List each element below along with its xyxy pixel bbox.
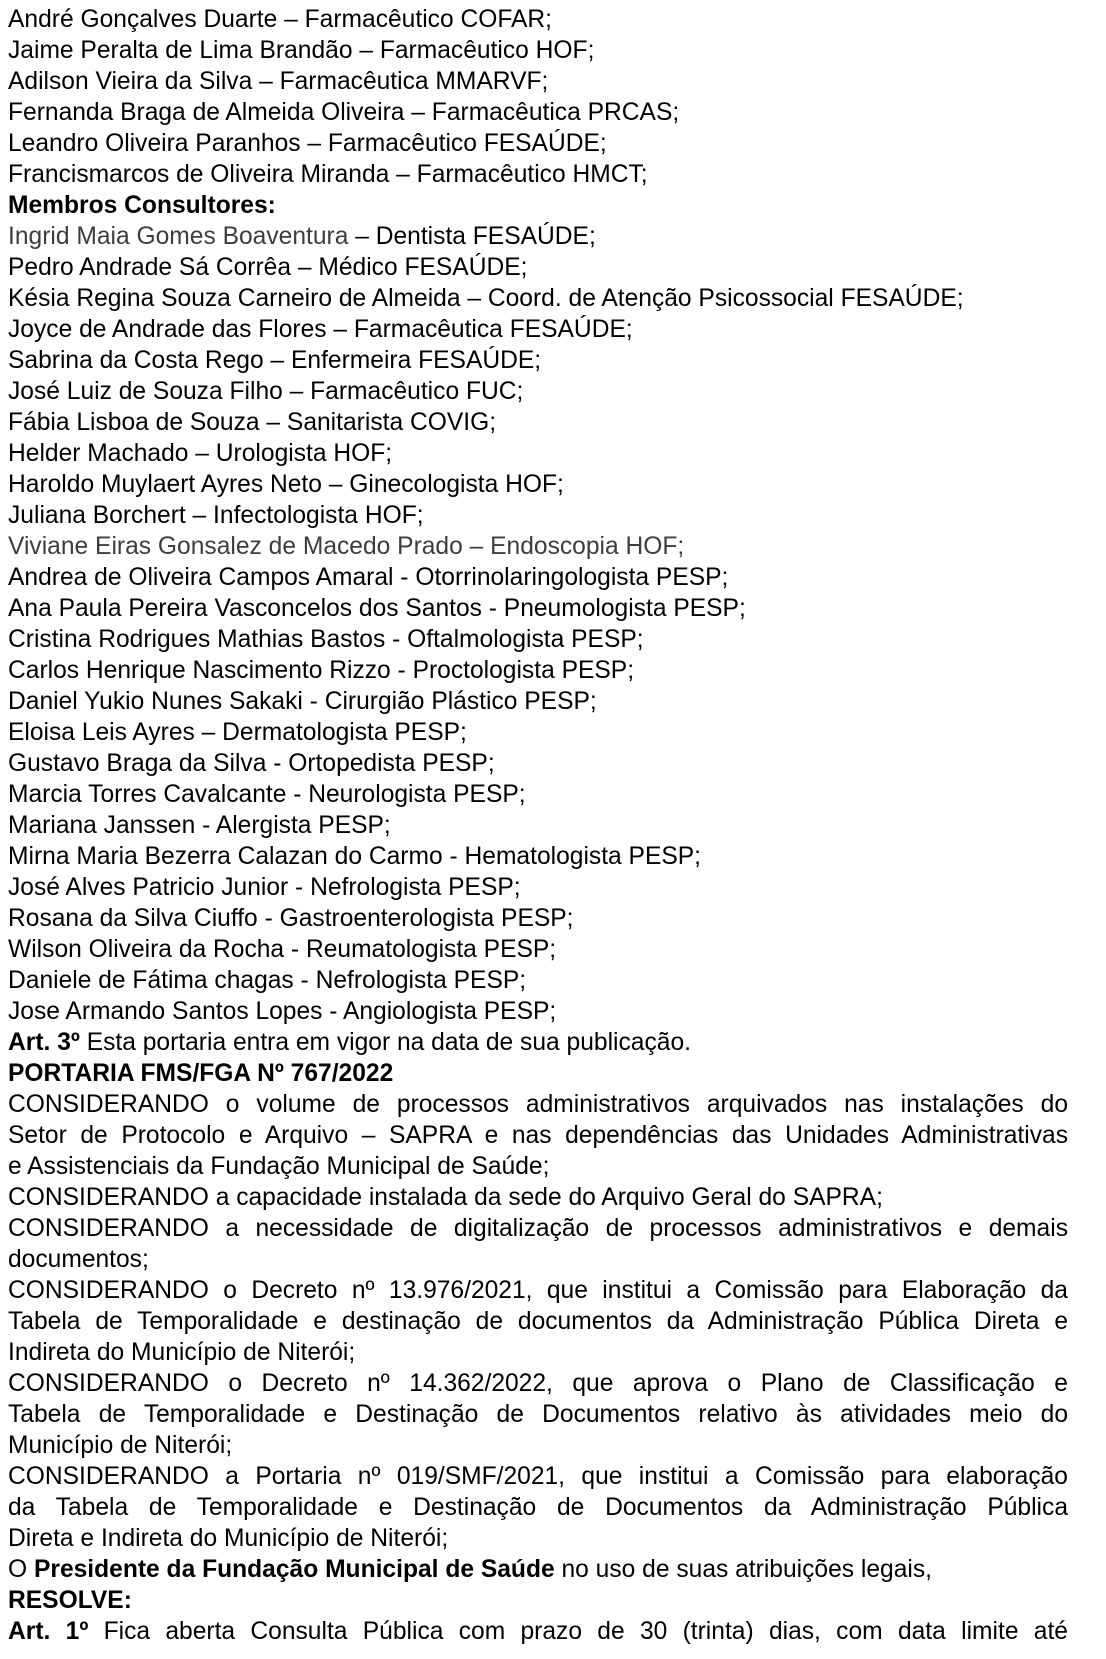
member-line: [8, 221, 1068, 252]
member-line: Francismarcos de Oliveira Miranda – Farmacêutico HMCT;: [8, 161, 648, 188]
president-line: [8, 1554, 1068, 1585]
president-title: Presidente da Fundação Municipal de Saúde: [33, 1556, 555, 1583]
article-3: [8, 1027, 1068, 1058]
paragraph-line: CONSIDERANDO a capacidade instalada da sede do Arquivo Geral do SAPRA;: [8, 1184, 883, 1211]
consultant-members-list: [8, 221, 1068, 1027]
member-line: José Luiz de Souza Filho – Farmacêutico FUC;: [8, 378, 524, 405]
considerando-paragraph: [8, 1182, 1068, 1213]
member-line: Mariana Janssen - Alergista PESP;: [8, 812, 391, 839]
paragraph-line: CONSIDERANDO a Portaria nº 019/SMF/2021, que institui a Comissão para elaboração: [8, 1463, 1068, 1490]
member-role: – Dentista FESAÚDE;: [348, 223, 596, 250]
paragraph-line: CONSIDERANDO o Decreto nº 14.362/2022, que aprova o Plano de Classificação e: [8, 1370, 1068, 1397]
member-line: Juliana Borchert – Infectologista HOF;: [8, 502, 424, 529]
article-label: Art. 1º: [8, 1618, 89, 1645]
article-text: Fica aberta Consulta Pública com prazo de 30 (trinta) dias, com data limite até: [88, 1618, 1068, 1645]
member-line: Eloisa Leis Ayres – Dermatologista PESP;: [8, 719, 467, 746]
consultants-heading: Membros Consultores:: [8, 192, 276, 219]
member-line: Joyce de Andrade das Flores – Farmacêutica FESAÚDE;: [8, 316, 633, 343]
member-line: Viviane Eiras Gonsalez de Macedo Prado – Endoscopia HOF;: [8, 533, 685, 560]
member-line: Carlos Henrique Nascimento Rizzo - Proctologista PESP;: [8, 657, 635, 684]
member-line: Rosana da Silva Ciuffo - Gastroenterologista PESP;: [8, 905, 574, 932]
paragraph-line: Indireta do Município de Niterói;: [8, 1339, 356, 1366]
member-line: Mirna Maria Bezerra Calazan do Carmo - Hematologista PESP;: [8, 843, 701, 870]
paragraph-line: Direta e Indireta do Município de Niterói;: [8, 1525, 449, 1552]
document-page: [8, 4, 1068, 1647]
member-line: Leandro Oliveira Paranhos – Farmacêutico FESAÚDE;: [8, 130, 607, 157]
member-line: Wilson Oliveira da Rocha - Reumatologista PESP;: [8, 936, 557, 963]
paragraph-line: CONSIDERANDO o Decreto nº 13.976/2021, que institui a Comissão para Elaboração da: [8, 1277, 1068, 1304]
considerando-paragraph: [8, 1461, 1068, 1554]
paragraph-line: da Tabela de Temporalidade e Destinação de Documentos da Administração Pública: [8, 1494, 1068, 1521]
member-line: Adilson Vieira da Silva – Farmacêutica MMARVF;: [8, 68, 549, 95]
member-line: André Gonçalves Duarte – Farmacêutico COFAR;: [8, 6, 553, 33]
pharmacist-members-list: [8, 4, 1068, 190]
article-label: Art. 3º: [8, 1029, 80, 1056]
president-pre: O: [8, 1556, 34, 1583]
member-line: Fernanda Braga de Almeida Oliveira – Farmacêutica PRCAS;: [8, 99, 680, 126]
member-line: Andrea de Oliveira Campos Amaral - Otorrinolaringologista PESP;: [8, 564, 729, 591]
member-line: José Alves Patricio Junior - Nefrologista PESP;: [8, 874, 521, 901]
paragraph-line: Setor de Protocolo e Arquivo – SAPRA e nas dependências das Unidades Administrativas: [8, 1122, 1068, 1149]
paragraph-line: Tabela de Temporalidade e Destinação de Documentos relativo às atividades meio do: [8, 1401, 1068, 1428]
member-line: Sabrina da Costa Rego – Enfermeira FESAÚDE;: [8, 347, 542, 374]
member-line: Gustavo Braga da Silva - Ortopedista PESP;: [8, 750, 495, 777]
member-line: Jose Armando Santos Lopes - Angiologista PESP;: [8, 998, 557, 1025]
member-line: Jaime Peralta de Lima Brandão – Farmacêutico HOF;: [8, 37, 595, 64]
member-line: Haroldo Muylaert Ayres Neto – Ginecologista HOF;: [8, 471, 564, 498]
paragraph-line: Município de Niterói;: [8, 1432, 233, 1459]
paragraph-line: CONSIDERANDO o volume de processos administrativos arquivados nas instalações do: [8, 1091, 1068, 1118]
considerando-paragraph: [8, 1089, 1068, 1182]
member-line: Daniel Yukio Nunes Sakaki - Cirurgião Plástico PESP;: [8, 688, 597, 715]
paragraph-line: documentos;: [8, 1246, 149, 1273]
member-line: Pedro Andrade Sá Corrêa – Médico FESAÚDE;: [8, 254, 528, 281]
considerando-paragraph: [8, 1368, 1068, 1461]
considerando-paragraph: [8, 1213, 1068, 1275]
member-line: Késia Regina Souza Carneiro de Almeida – Coord. de Atenção Psicossocial FESAÚDE;: [8, 285, 964, 312]
paragraph-line: Tabela de Temporalidade e destinação de documentos da Administração Pública Direta e: [8, 1308, 1068, 1335]
member-line: Fábia Lisboa de Souza – Sanitarista COVIG;: [8, 409, 497, 436]
paragraph-line: CONSIDERANDO a necessidade de digitalização de processos administrativos e demais: [8, 1215, 1068, 1242]
article-1: [8, 1616, 1068, 1647]
resolve-heading: RESOLVE:: [8, 1587, 132, 1614]
portaria-title: PORTARIA FMS/FGA Nº 767/2022: [8, 1060, 394, 1087]
member-line: Helder Machado – Urologista HOF;: [8, 440, 393, 467]
member-name: Ingrid Maia Gomes Boaventura: [8, 223, 349, 250]
member-line: Marcia Torres Cavalcante - Neurologista PESP;: [8, 781, 526, 808]
article-text: Esta portaria entra em vigor na data de sua publicação.: [79, 1029, 691, 1056]
president-post: no uso de suas atribuições legais,: [554, 1556, 932, 1583]
paragraph-line: e Assistenciais da Fundação Municipal de Saúde;: [8, 1153, 550, 1180]
member-line: Cristina Rodrigues Mathias Bastos - Oftalmologista PESP;: [8, 626, 644, 653]
considerando-paragraph: [8, 1275, 1068, 1368]
member-line: Ana Paula Pereira Vasconcelos dos Santos - Pneumologista PESP;: [8, 595, 746, 622]
member-line: Daniele de Fátima chagas - Nefrologista PESP;: [8, 967, 527, 994]
